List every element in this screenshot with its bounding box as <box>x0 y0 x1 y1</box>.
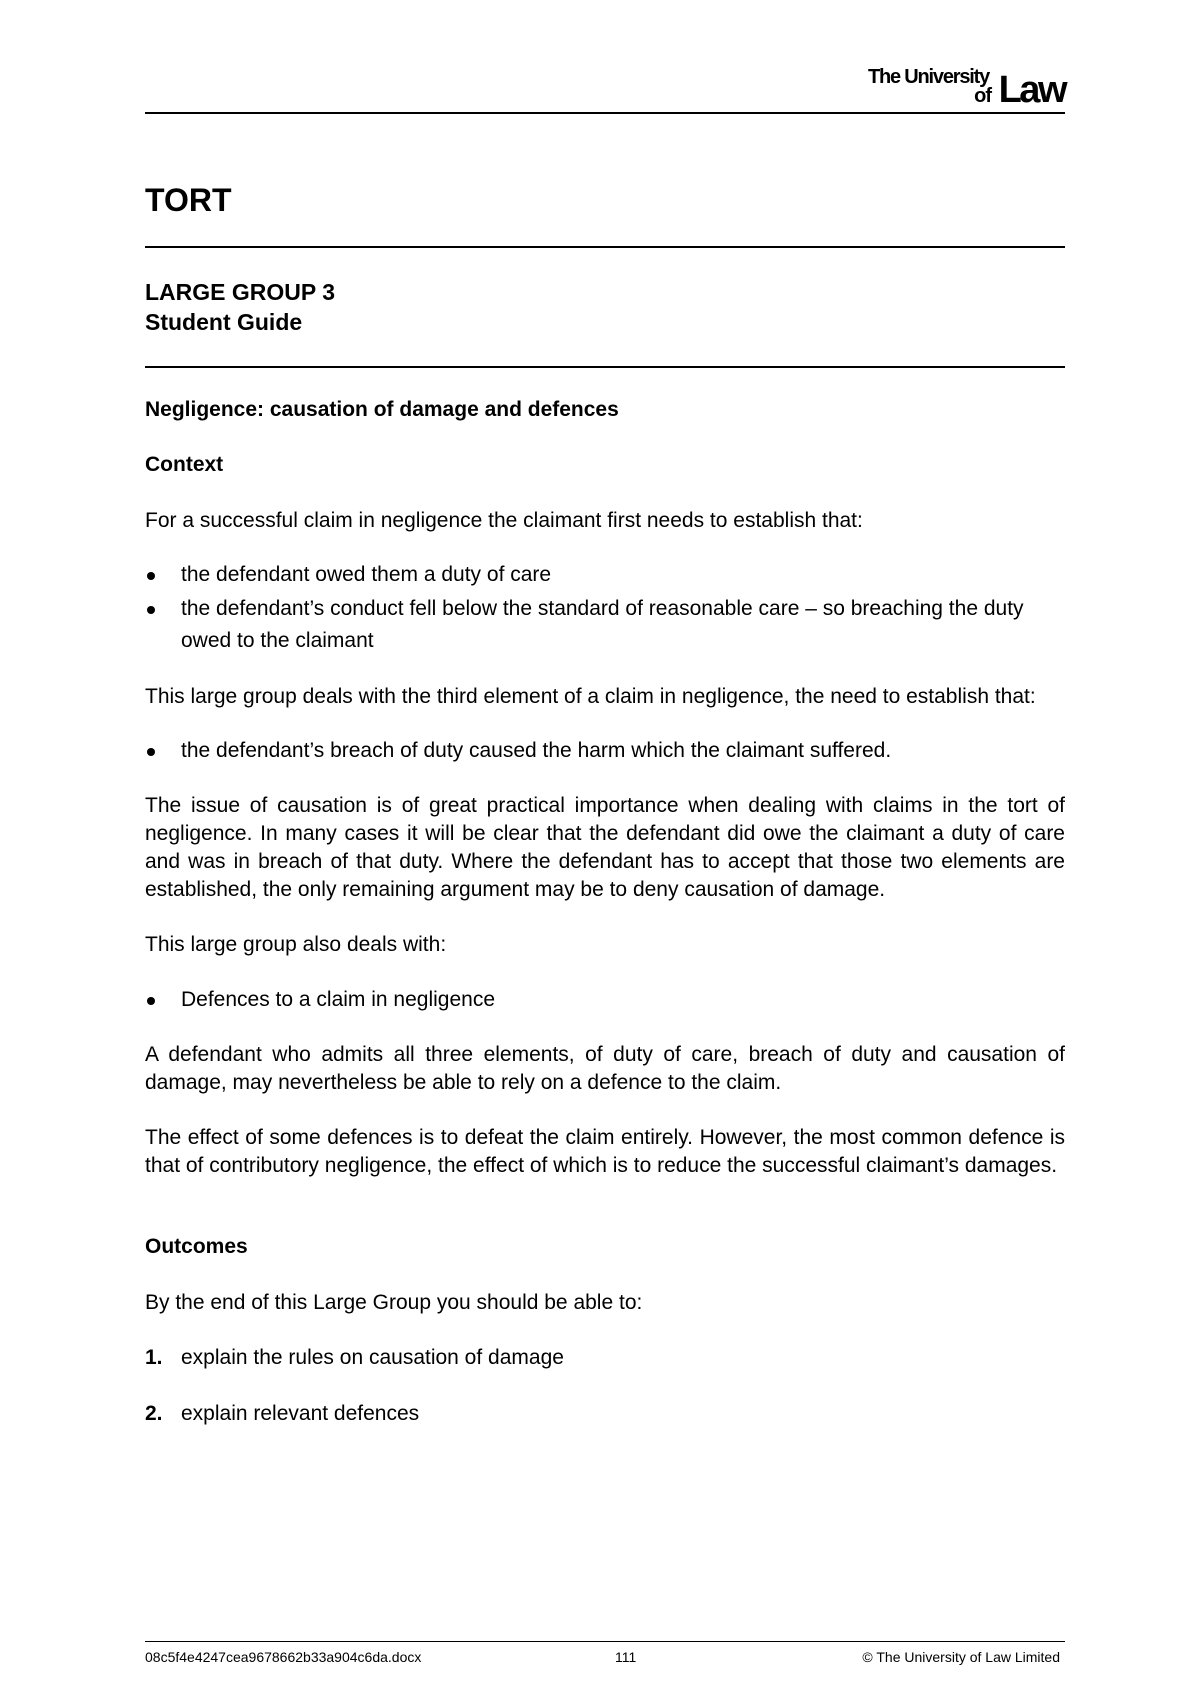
list-item-text: the defendant owed them a duty of care <box>181 563 552 586</box>
third-element-paragraph: This large group deals with the third element of a claim in negligence, the need to establish that: <box>145 685 1036 708</box>
page-title: TORT <box>145 182 232 218</box>
header-divider <box>145 112 1065 114</box>
list-item-text: explain relevant defences <box>181 1402 420 1425</box>
list-item-text: the defendant’s conduct fell below the standard of reasonable care – so breaching the duty owed to the claimant <box>181 597 1024 652</box>
outcomes-list <box>145 1344 1065 1428</box>
list-item-number: 2. <box>145 1402 163 1425</box>
list-item-text: explain the rules on causation of damage <box>181 1346 564 1369</box>
list-item-number: 1. <box>145 1346 163 1369</box>
outcomes-heading: Outcomes <box>145 1235 248 1258</box>
footer-page-number: 111 <box>615 1649 637 1665</box>
causation-paragraph: The issue of causation is of great practical importance when dealing with claims in the tort of negligence. In many cases it will be clear that the defendant did owe the claimant a duty of care and was in breach of that duty. Where the defendant has to accept that those two elements are established, the only remaining argument may be to deny causation of damage. <box>145 794 1065 901</box>
main-content <box>145 396 1065 1428</box>
bullet-icon <box>147 606 155 614</box>
document-page <box>145 0 1065 1698</box>
outcomes-intro: By the end of this Large Group you should be able to: <box>145 1291 643 1314</box>
context-heading: Context <box>145 453 224 476</box>
footer-filename: 08c5f4e4247cea9678662b33a904c6da.docx <box>145 1649 422 1665</box>
list-item-text: Defences to a claim in negligence <box>181 988 496 1011</box>
topic-heading: Negligence: causation of damage and defences <box>145 398 619 421</box>
list-item <box>145 986 1065 1014</box>
group-line-2: Student Guide <box>145 309 303 335</box>
group-title <box>145 277 335 337</box>
logo-line-3: Law <box>998 69 1065 111</box>
third-element-list <box>145 737 1065 765</box>
list-item <box>145 1344 1065 1372</box>
defences-list <box>145 986 1065 1014</box>
bullet-icon <box>147 572 155 580</box>
logo-line-2: of <box>974 85 991 107</box>
group-line-1: LARGE GROUP 3 <box>145 279 335 305</box>
effect-paragraph: The effect of some defences is to defeat the claim entirely. However, the most common defence is that of contributory negligence, the effect of which is to reduce the successful claimant’s damages. <box>145 1126 1065 1177</box>
bullet-icon <box>147 997 155 1005</box>
list-item <box>145 561 1065 589</box>
footer-divider <box>145 1641 1065 1642</box>
list-item <box>145 593 1065 657</box>
university-logo <box>855 66 1065 110</box>
logo-line-1: The University <box>867 66 989 88</box>
list-item <box>145 1400 1065 1428</box>
admits-paragraph: A defendant who admits all three elements, of duty of care, breach of duty and causation of damage, may nevertheless be able to rely on a defence to the claim. <box>145 1043 1065 1094</box>
also-deals-paragraph: This large group also deals with: <box>145 933 447 956</box>
footer-copyright: © The University of Law Limited <box>862 1649 1060 1665</box>
list-item-text: the defendant’s breach of duty caused the harm which the claimant suffered. <box>181 739 892 762</box>
context-intro: For a successful claim in negligence the claimant first needs to establish that: <box>145 509 863 532</box>
list-item <box>145 737 1065 765</box>
group-divider <box>145 366 1065 368</box>
bullet-icon <box>147 748 155 756</box>
title-divider <box>145 246 1065 248</box>
requirement-list <box>145 561 1065 657</box>
